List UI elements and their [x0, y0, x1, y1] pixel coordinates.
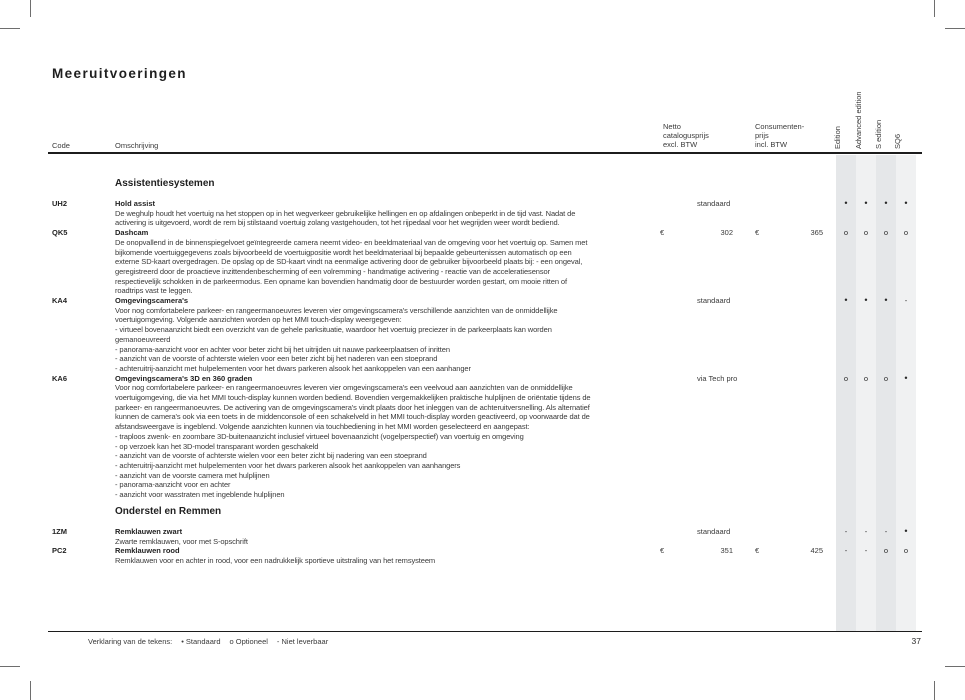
row-desc-line: - achteruitrij-aanzicht met hulpelementen voor het dwars parkeren alsook het aankoppelen van een aanhanger: [115, 363, 471, 373]
netto-amount: 302: [720, 228, 733, 238]
col-header-code: Code: [52, 141, 70, 150]
currency-symbol: €: [660, 228, 665, 238]
availability-cells: [836, 296, 916, 306]
legend-item: o Optioneel: [229, 637, 268, 646]
row-desc-line: - panorama-aanzicht voor en achter: [115, 480, 231, 490]
row-price: [652, 296, 824, 306]
row-desc-line: Voor nog comfortabelere parkeer- en rangeermanoeuvres leveren vier omgevingscamera's verschillende aanzichten van de onmiddellijke: [115, 305, 558, 315]
row-desc-line: roadtrips vast te leggen.: [115, 286, 193, 296]
availability-marker: o: [903, 546, 909, 556]
row-description: [115, 228, 652, 296]
row-code: UH2: [52, 199, 68, 208]
row-desc-line: bijkomende voertuiggegevens zoals bijvoorbeeld de voertuigpositie wordt het beeldmateriaal bij bepaalde gebeurtenissen automatisch op een: [115, 247, 572, 257]
availability-marker: -: [864, 546, 868, 556]
row-price: [652, 374, 824, 384]
row-code: 1ZM: [52, 526, 67, 536]
table-row: [48, 199, 965, 228]
row-desc-line: activering is uitgevoerd, wordt de rem bij stilstaand voertuig zolang vastgehouden, tot het rijpedaal voor het wegrijden weer wordt bediend.: [115, 218, 560, 228]
row-code: KA4: [52, 296, 68, 306]
availability-cells: [836, 527, 916, 537]
row-desc-line: externe SD-kaart overgedragen. De opslag op de SD-kaart vindt na eenmalige activering door de gebruiker bijvoorbeeld plaats bij: - een ongeval,: [115, 257, 583, 267]
row-desc-line: - achteruitrij-aanzicht met hulpelementen voor het dwars parkeren alsook het aankoppelen van aanhangers: [115, 460, 461, 470]
crop-mark: [945, 28, 965, 29]
row-code: QK5: [52, 228, 68, 238]
row-desc-line: afstandsweergave is ingeblend. Volgende aanzichten kunnen via touchbediening in het MMI worden geselecteerd en aangepast:: [115, 422, 530, 432]
page-number: 37: [911, 636, 921, 646]
row-name: Omgevingscamera's: [115, 296, 189, 306]
row-desc-line: kunnen de camera's ook via een toets in de middenconsole of een schakelveld in het MMI touch-display worden geactiveerd, op voorwaarde dat de: [115, 412, 590, 422]
availability-marker: •: [864, 295, 868, 306]
row-desc-line: geregistreerd door de proactieve inzittendenbescherming of een volremming - handmatige activering - reactie van de acceleratiesensor: [115, 266, 550, 276]
availability-marker: o: [863, 228, 869, 238]
consumer-price: [755, 546, 823, 556]
row-name: Dashcam: [115, 228, 149, 238]
row-desc-line: gemanoeuvreerd: [115, 334, 171, 344]
netto-price: [660, 546, 733, 556]
row-description: [115, 199, 652, 228]
consumer-header-line: Consumenten-: [755, 122, 805, 131]
row-price: [652, 199, 824, 209]
legend-item: - Niet leverbaar: [276, 637, 329, 646]
availability-marker: o: [843, 373, 849, 383]
table-body: [0, 172, 965, 566]
header-rule: [48, 152, 922, 154]
availability-marker: o: [843, 228, 849, 238]
row-desc-line: - aanzicht van de voorste of achterste wielen voor een beter zicht bij het naderen van een stoeprand: [115, 354, 438, 364]
row-desc-line: - aanzicht van de voorste of achterste wielen voor een beter zicht bij nadering van een stoeprand: [115, 451, 427, 461]
row-code: KA6: [52, 373, 68, 383]
price-note: standaard: [697, 526, 731, 536]
netto-amount: 351: [720, 546, 733, 556]
table-row: [48, 296, 965, 374]
row-name: Hold assist: [115, 199, 156, 208]
table-row: [48, 228, 965, 296]
row-desc-line: De onopvallend in de binnenspiegelvoet geïntegreerde camera neemt video- en beeldmateriaal van de omgeving voor het voertuig op. Samen met: [115, 237, 588, 247]
crop-mark: [0, 28, 20, 29]
availability-marker: -: [844, 526, 848, 536]
col-header-netto-price: [663, 122, 709, 149]
availability-marker: -: [904, 296, 908, 306]
crop-mark: [30, 0, 31, 17]
price-note: via Tech pro: [697, 373, 738, 383]
row-description: [115, 296, 652, 374]
legend-label: Verklaring van de tekens:: [88, 637, 173, 646]
row-name: Remklauwen zwart: [115, 526, 183, 536]
consumer-amount: 425: [810, 546, 823, 556]
row-desc-line: voertuigomgeving, die via het MMI touch-display kunnen worden bediend. Bovendien vergemakkelijken praktische hulplijnen de oriëntatie tijdens de: [115, 393, 591, 403]
row-desc-line: Remklauwen voor en achter in rood, voor een nadrukkelijk sportieve uitstraling van het remsysteem: [115, 555, 436, 565]
row-desc-line: - aanzicht voor wasstraten met ingeblende hulplijnen: [115, 490, 285, 500]
edition-column-header: Edition: [833, 126, 842, 149]
edition-column-header: SQ6: [893, 133, 902, 149]
row-desc-line: - virtueel bovenaanzicht biedt een overzicht van de gehele parksituatie, waardoor het voertuig preciezer in de parkeerplaats kan worden: [115, 325, 552, 335]
consumer-amount: 365: [810, 228, 823, 238]
availability-marker: •: [864, 198, 868, 208]
availability-marker: -: [844, 546, 848, 556]
edition-column-header: Advanced edition: [854, 91, 863, 149]
crop-mark: [934, 0, 935, 17]
footer-legend: [88, 637, 328, 646]
row-desc-line: Voor nog comfortabelere parkeer- en rangeermanoeuvres leveren vier omgevingscamera's een veelvoud aan aanzichten van de onmiddellijke: [115, 383, 573, 393]
crop-mark: [934, 681, 935, 700]
row-description: [115, 527, 652, 546]
row-price: [652, 527, 824, 537]
price-note: standaard: [697, 199, 731, 208]
section-title: Onderstel en Remmen: [115, 505, 222, 517]
crop-mark: [945, 666, 965, 667]
availability-cells: [836, 546, 916, 556]
netto-header-line: Netto: [663, 122, 681, 131]
availability-marker: -: [864, 526, 868, 536]
row-description: [115, 374, 652, 500]
currency-symbol: €: [660, 546, 665, 556]
row-desc-line: De weghulp houdt het voertuig na het stoppen op in het wegverkeer gebruikelijke hellingen en op afdalingen onbeperkt in de tijd vast. Nadat de: [115, 208, 576, 218]
table-row: [48, 527, 965, 546]
row-desc-line: voertuigomgeving. Volgende aanzichten worden op het MMI touch-display weergegeven:: [115, 315, 402, 325]
netto-header-line: excl. BTW: [663, 140, 698, 149]
availability-marker: •: [844, 198, 848, 208]
row-desc-line: parkeer- en rangeermanoeuvres. De activering van de omgevingscamera's vindt plaats door het inleggen van de achteruitversnelling. Als alternatief: [115, 402, 590, 412]
row-name: Remklauwen rood: [115, 546, 180, 556]
availability-cells: [836, 199, 916, 209]
row-price: [652, 228, 824, 238]
row-name: Omgevingscamera's 3D en 360 graden: [115, 373, 253, 383]
netto-price: [660, 228, 733, 238]
col-header-description: Omschrijving: [115, 141, 159, 150]
availability-marker: o: [883, 228, 889, 238]
row-desc-line: Zwarte remklauwen, voor met S-opschrift: [115, 536, 248, 546]
footer-rule: [48, 631, 922, 632]
availability-marker: o: [863, 373, 869, 383]
availability-marker: •: [904, 372, 908, 383]
availability-marker: o: [883, 373, 889, 383]
availability-marker: •: [844, 295, 848, 306]
row-description: [115, 546, 652, 565]
table-row: [48, 546, 965, 565]
availability-marker: -: [884, 526, 888, 536]
table-row: [48, 374, 965, 500]
availability-marker: •: [884, 198, 888, 208]
availability-marker: •: [884, 295, 888, 306]
consumer-price: [755, 228, 823, 238]
crop-mark: [0, 666, 20, 667]
row-price: [652, 546, 824, 556]
legend-item: • Standaard: [181, 637, 221, 646]
row-desc-line: - panorama-aanzicht voor en achter voor beter zicht bij het uitrijden uit nauwe parkeerplaatsen of inritten: [115, 344, 450, 354]
consumer-header-line: incl. BTW: [755, 140, 788, 149]
netto-header-line: catalogusprijs: [663, 131, 709, 140]
row-desc-line: respectievelijk schokken in de parkeermodus. Een opname kan bovendien handmatig door de bestuurder worden gestart, om mooie ritten of: [115, 276, 567, 286]
col-header-consumer-price: [755, 122, 804, 149]
row-desc-line: - aanzicht van de voorste camera met hulplijnen: [115, 470, 270, 480]
currency-symbol: €: [755, 228, 760, 238]
availability-cells: [836, 228, 916, 238]
currency-symbol: €: [755, 546, 760, 556]
availability-marker: o: [883, 546, 889, 556]
page-title: Meeruitvoeringen: [52, 66, 187, 81]
availability-marker: o: [903, 228, 909, 238]
consumer-header-line: prijs: [755, 131, 769, 140]
price-note: standaard: [697, 296, 731, 306]
crop-mark: [30, 681, 31, 700]
availability-marker: •: [904, 525, 908, 536]
edition-column-header: S edition: [874, 119, 883, 149]
section-title: Assistentiesystemen: [115, 178, 215, 189]
row-desc-line: - op verzoek kan het 3D-model transparant worden geschakeld: [115, 441, 319, 451]
availability-cells: [836, 374, 916, 384]
row-code: PC2: [52, 546, 67, 556]
row-desc-line: - traploos zwenk- en zoombare 3D-buitenaanzicht inclusief virtueel bovenaanzicht (vogelperspectief) van voertuig en omgeving: [115, 431, 524, 441]
availability-marker: •: [904, 198, 908, 208]
